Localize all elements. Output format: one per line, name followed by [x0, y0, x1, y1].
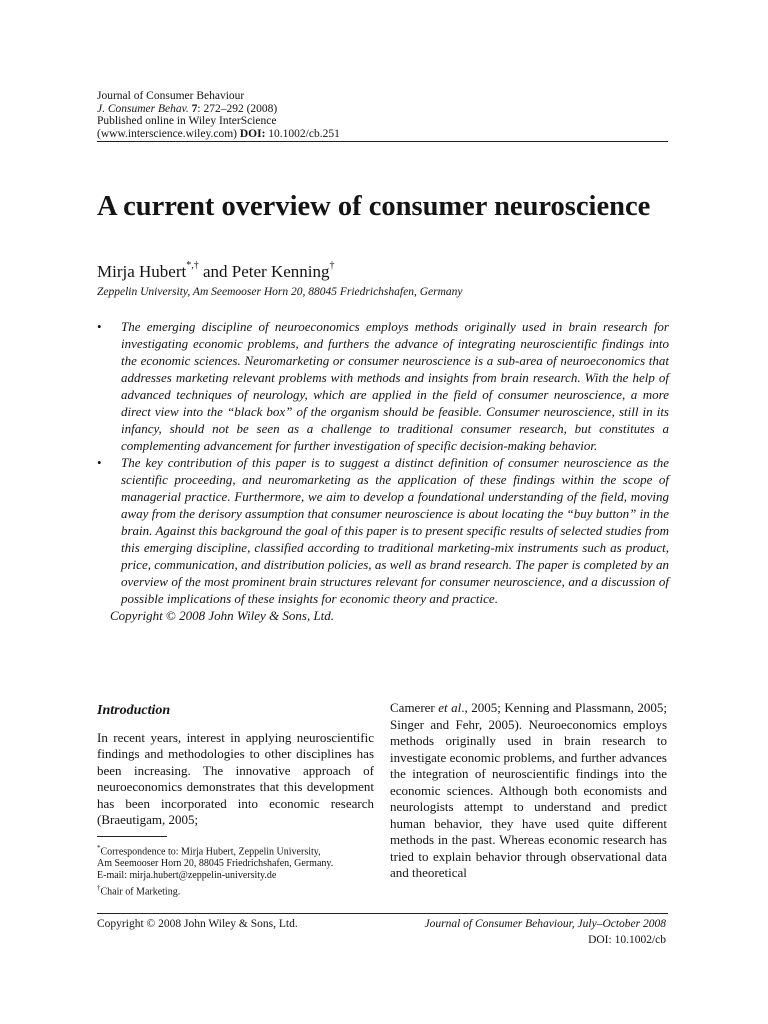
publication-url-line: [97, 128, 672, 141]
abstract-paragraph: The key contribution of this paper is to suggest a distinct definition of consumer neuroscience as the scientific proceeding, and neuromarketing as the application of these findings within the scope of managerial practice. Furthermore, we aim to develop a foundational understanding of the field, moving away from the derisory assumption that consumer neuroscience is about locating the “buy button” in the brain. Against this background the goal of this paper is to present specific results of selected studies from this emerging discipline, classified according to traditional marketing-mix instruments such as product, price, communication, and distribution policies, as well as brand research. The paper is completed by an overview of the most prominent brain structures relevant for consumer neuroscience, and a discussion of possible implications of these insights for economic theory and practice.: [121, 455, 669, 606]
footnote-email[interactable]: E-mail: mirja.hubert@zeppelin-university.de: [97, 870, 277, 882]
body-column-left: [97, 700, 374, 829]
copyright-icon: ©: [165, 608, 176, 623]
author-name: Peter Kenning: [231, 262, 330, 281]
footer-rule: [97, 913, 668, 914]
author-joiner: and: [202, 262, 228, 281]
affiliation: Zeppelin University, Am Seemooser Horn 20, 88045 Friedrichshafen, Germany: [97, 286, 463, 298]
abstract-bullet: [97, 454, 669, 607]
footnote-rule: [97, 836, 167, 837]
section-heading: Introduction: [97, 703, 171, 718]
journal-pages: : 272–292 (2008): [197, 102, 278, 115]
footnote-address: Am Seemooser Horn 20, 88045 Friedrichshafen, Germany.: [97, 858, 334, 870]
journal-abbrev: J. Consumer Behav.: [97, 102, 189, 115]
copyright-text: 2008 John Wiley & Sons, Ltd.: [179, 608, 335, 623]
abstract-bullet: [97, 318, 669, 454]
journal-name: Journal of Consumer Behaviour: [97, 90, 245, 102]
et-al: et al: [438, 700, 462, 715]
footnote-chair: †Chair of Marketing.: [97, 884, 181, 898]
journal-header: [97, 90, 672, 140]
header-rule: [97, 141, 668, 142]
author-marks: †: [329, 260, 335, 272]
doi-label: DOI:: [239, 127, 266, 140]
footnote-correspondence: *Correspondence to: Mirja Hubert, Zeppelin University,: [97, 844, 321, 858]
body-paragraph: In recent years, interest in applying neuroscientific findings and methodologies to other disciplines has been increasing. The innovative approach of neuroeconomics demonstrates that this development has been incorporated into economic research (Braeutigam, 2005;: [97, 729, 374, 827]
publication-note: Published online in Wiley InterScience: [97, 115, 277, 127]
footnote-mark: *: [97, 844, 101, 852]
author-marks: *,†: [186, 260, 199, 272]
abstract-copyright: [97, 607, 669, 624]
abstract: [97, 318, 669, 624]
journal-volume: 7: [191, 102, 198, 115]
author-name: Mirja Hubert: [97, 262, 187, 281]
bullet-icon: •: [97, 319, 102, 334]
abstract-paragraph: The emerging discipline of neuroeconomics employs methods originally used in brain research for investigating economic problems, and furthers the advance of integrating neuroscientific findings into the economic sciences. Neuromarketing or consumer neuroscience is a sub-area of neuroeconomics that addresses marketing relevant problems with methods and insights from brain research. With the help of advanced techniques of neurology, which are applied in the field of consumer neuroscience, a more direct view into the “black box” of the organism should be feasible. Consumer neuroscience, still in its infancy, should not be seen as a challenge to traditional consumer research, but constitutes a complementing advancement for further investigation of specific decision-making behavior.: [121, 319, 669, 453]
doi-value[interactable]: 10.1002/cb.251: [268, 127, 340, 140]
footer-copyright: Copyright © 2008 John Wiley & Sons, Ltd.: [97, 918, 298, 930]
author-line: [97, 262, 335, 282]
body-paragraph: Camerer et al., 2005; Kenning and Plassmann, 2005; Singer and Fehr, 2005). Neuroeconomics employs methods originally used in brain research to investigate economic problems, and further advances the integration of neuroscientific findings into the economic sciences. Although both economists and neurologists attempt to understand and predict human behavior, they have used quite different methods in the past. Whereas economic research has tried to explain behavior through observational data and theoretical: [390, 700, 667, 880]
bullet-icon: •: [97, 455, 102, 470]
body-column-right: [390, 700, 667, 882]
copyright-prefix: Copyright: [110, 608, 163, 623]
footnotes: [97, 842, 379, 899]
footnote-mark: †: [97, 884, 101, 893]
footer-journal-issue: Journal of Consumer Behaviour, July–October 2008: [424, 918, 666, 930]
article-title: A current overview of consumer neuroscience: [97, 191, 651, 222]
footer-doi: DOI: 10.1002/cb: [588, 934, 666, 946]
journal-citation: [97, 103, 672, 116]
publication-url[interactable]: (www.interscience.wiley.com): [97, 127, 237, 140]
